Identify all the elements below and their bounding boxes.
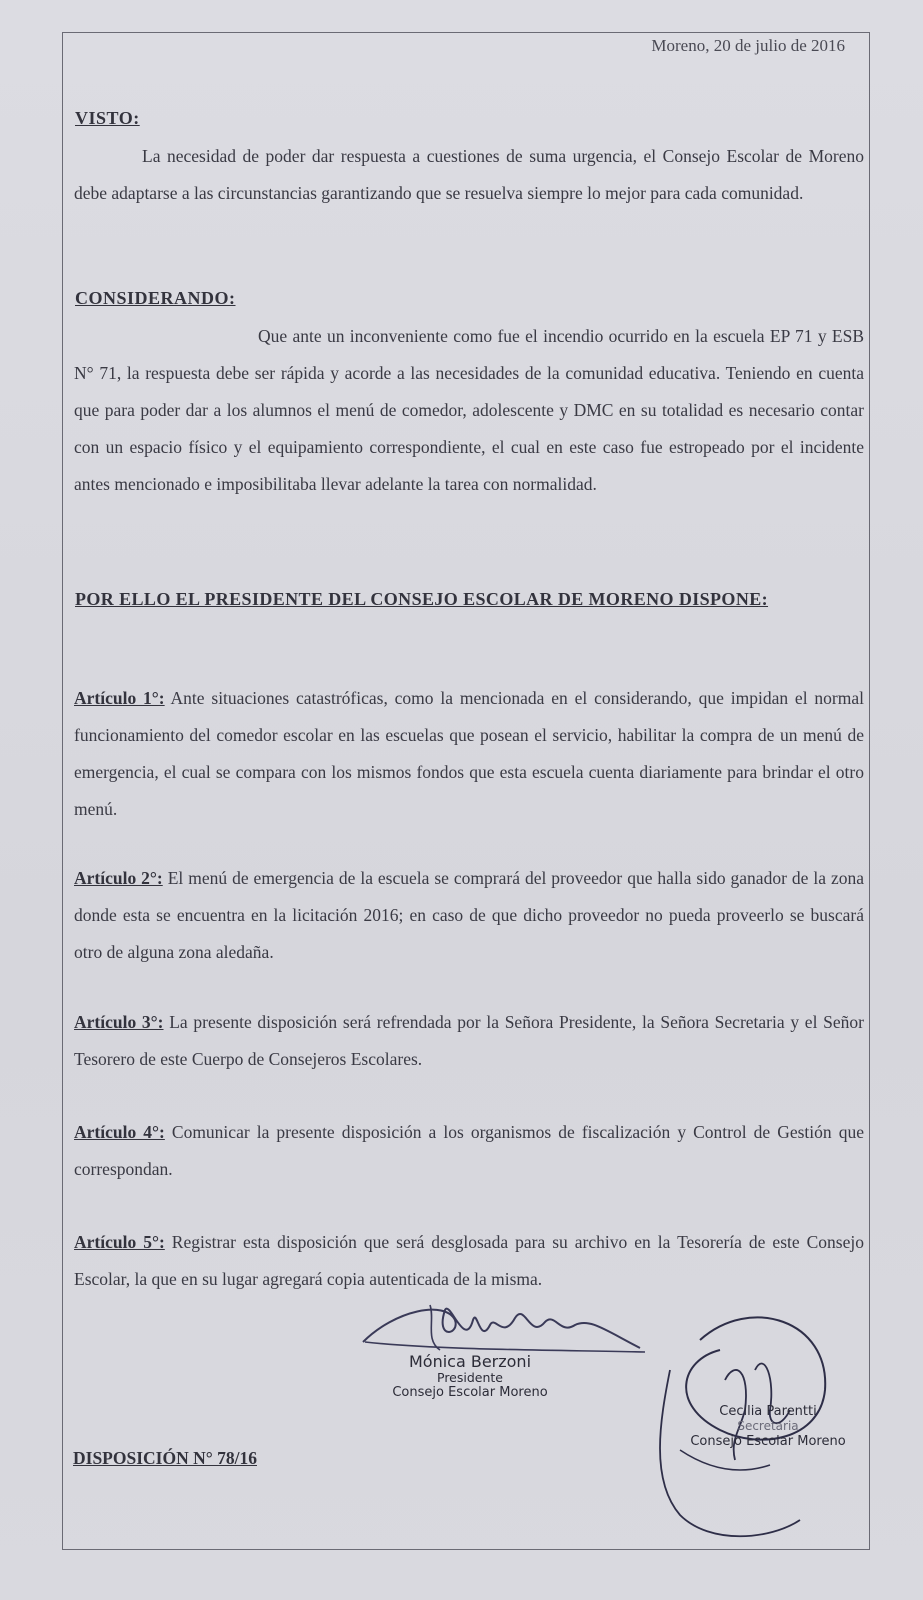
signature-presidente [370,1352,570,1401]
article-5-label: Artículo 5°: [74,1232,165,1252]
document-date: Moreno, 20 de julio de 2016 [651,36,845,55]
considerando-heading: CONSIDERANDO: [75,288,236,308]
article-3-label: Artículo 3°: [74,1012,164,1032]
visto-heading: VISTO: [75,108,140,128]
dispone-heading: POR ELLO EL PRESIDENTE DEL CONSEJO ESCOLAR DE MORENO DISPONE: [75,589,769,609]
article-3-text: La presente disposición será refrendada por la Señora Presidente, la Señora Secretaria y el Señor Tesorero de este Cuerpo de Consejeros Escolares. [74,1012,864,1069]
article-2-label: Artículo 2°: [74,868,163,888]
article-4 [74,1114,864,1188]
article-2-text: El menú de emergencia de la escuela se comprará del proveedor que halla sido ganador de la zona donde esta se encuentra en la licitación 2016; en caso de que dicho proveedor no pueda proveerlo se buscará otro de alguna zona aledaña. [74,868,864,962]
signature-presidente-name: Mónica Berzoni [408,1352,532,1371]
signature-secretaria-org: Consejo Escolar Moreno [690,1434,846,1449]
article-1 [74,680,864,828]
article-5 [74,1224,864,1298]
article-3 [74,1004,864,1078]
article-5-text: Registrar esta disposición que será desglosada para su archivo en la Tesorería de este Consejo Escolar, la que en su lugar agregará copia autenticada de la misma. [74,1232,864,1289]
article-1-text: Ante situaciones catastróficas, como la mencionada en el considerando, que impidan el normal funcionamiento del comedor escolar en las escuelas que posean el servicio, habilitar la compra de un menú de emergencia, el cual se compara con los mismos fondos que esta escuela cuenta diariamente para brindar el otro menú. [74,688,864,819]
signature-secretaria [668,1404,868,1451]
signature-presidente-org: Consejo Escolar Moreno [392,1385,548,1400]
article-4-text: Comunicar la presente disposición a los organismos de fiscalización y Control de Gestión que correspondan. [74,1122,864,1179]
article-1-label: Artículo 1°: [74,688,165,708]
signature-secretaria-role: Secretaria [737,1419,799,1433]
signature-presidente-role: Presidente [437,1370,503,1385]
visto-text: La necesidad de poder dar respuesta a cuestiones de suma urgencia, el Consejo Escolar de Moreno debe adaptarse a las circunstancias garantizando que se resuelva siempre lo mejor para cada comunidad. [74,146,864,203]
disposicion-number: DISPOSICIÓN N° 78/16 [73,1448,257,1468]
article-4-label: Artículo 4°: [74,1122,165,1142]
considerando-text: Que ante un inconveniente como fue el incendio ocurrido en la escuela EP 71 y ESB N° 71, la respuesta debe ser rápida y acorde a las necesidades de la comunidad educativa. Teniendo en cuenta que para poder dar a los alumnos el menú de comedor, adolescente y DMC en su totalidad es necesario contar con un espacio físico y el equipamiento correspondiente, el cual en este caso fue estropeado por el incidente antes mencionado e imposibilitaba llevar adelante la tarea con normalidad. [74,326,864,494]
signature-secretaria-name: Cecilia Parentti [719,1404,817,1419]
article-2 [74,860,864,971]
